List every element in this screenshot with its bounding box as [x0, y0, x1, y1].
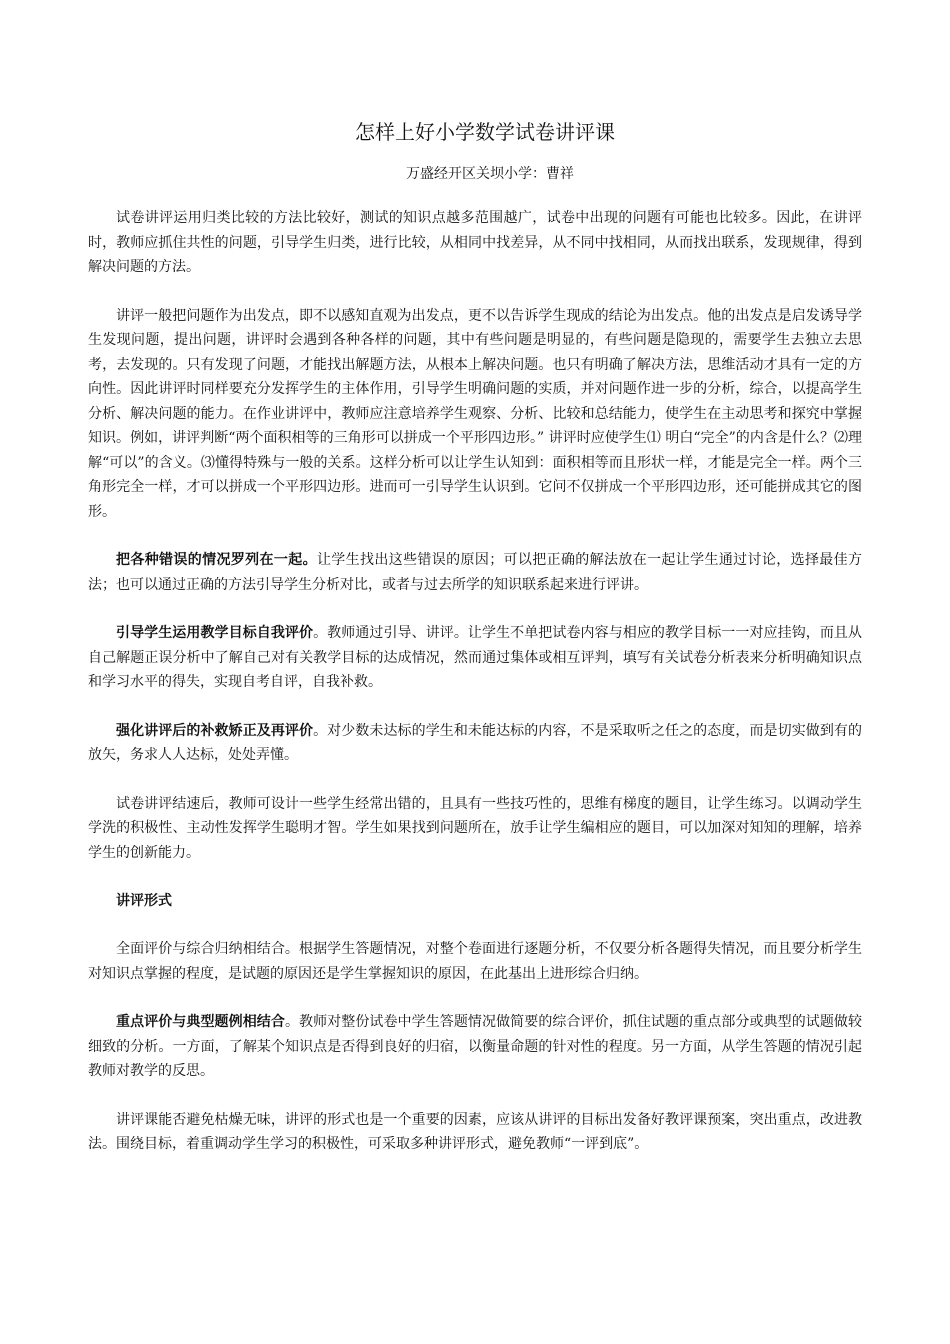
- paragraph-9-text: 讲评课能否避免枯燥无味，讲评的形式也是一个重要的因素，应该从讲评的目标出发备好教评课预案，突出重点，改进教法。围绕目标，着重调动学生学习的积极性，可采取多种讲评形式，避免教师“一评到底”。: [88, 1111, 862, 1152]
- paragraph-8: [88, 1010, 862, 1084]
- document-page: [88, 118, 862, 1181]
- document-title: 怎样上好小学数学试卷讲评课: [355, 120, 615, 144]
- section-heading: 讲评形式: [116, 893, 172, 909]
- paragraph-1-text: 试卷讲评运用归类比较的方法比较好，测试的知识点越多范围越广，试卷中出现的问题有可能也比较多。因此，在讲评时，教师应抓住共性的问题，引导学生归类，进行比较，从相同中找差异，从不同中找相同，从而找出联系，发现规律，得到解决问题的方法。: [88, 210, 862, 275]
- paragraph-8-text: 。教师对整份试卷中学生答题情况做简要的综合评价，抓住试题的重点部分或典型的试题做较细致的分析。一方面，了解某个知识点是否得到良好的归宿，以衡量命题的针对性的程度。另一方面，从学生答题的情况引起教师对教学的反思。: [88, 1014, 863, 1079]
- paragraph-2: [88, 304, 862, 525]
- paragraph-5: [88, 719, 862, 768]
- paragraph-4-text: 。教师通过引导、讲评。让学生不单把试卷内容与相应的教学目标一一对应挂钩，而且从自己解题正误分析中了解自己对有关教学目标的达成情况，然而通过集体或相互评判，填写有关试卷分析表来分析明确知识点和学习水平的得失，实现自考自评，自我补救。: [88, 625, 862, 690]
- paragraph-3-text: 让学生找出这些错误的原因；可以把正确的解法放在一起让学生通过讨论，选择最佳方法；也可以通过正确的方法引导学生分析对比，或者与过去所学的知识联系起来进行评讲。: [88, 552, 863, 593]
- paragraph-7: [88, 937, 862, 986]
- paragraph-9: [88, 1108, 862, 1157]
- document-author: 万盛经开区关坝小学：曹祥: [406, 166, 574, 182]
- paragraph-4-lead: 引导学生运用教学目标自我评价: [116, 625, 314, 641]
- paragraph-4: [88, 621, 862, 695]
- paragraph-5-lead: 强化讲评后的补救矫正及再评价: [116, 722, 314, 739]
- paragraph-8-lead: 重点评价与典型题例相结合: [116, 1014, 285, 1030]
- paragraph-3: [88, 548, 862, 597]
- paragraph-1: [88, 206, 862, 280]
- paragraph-6-text: 试卷讲评结速后，教师可设计一些学生经常出错的，且具有一些技巧性的，思维有梯度的题目，让学生练习。以调动学生学洗的积极性、主动性发挥学生聪明才智。学生如果找到问题所在，放手让学生编相应的题目，可以加深对知知的理解，培养学生的创新能力。: [88, 795, 862, 861]
- paragraph-7-text: 全面评价与综合归纳相结合。根据学生答题情况，对整个卷面进行逐题分析，不仅要分析各题得失情况，而且要分析学生对知识点掌握的程度，是试题的原因还是学生掌握知识的原因，在此基出上进形综合归纳。: [88, 941, 862, 982]
- paragraph-6: [88, 792, 862, 866]
- paragraph-2-text: 讲评一般把问题作为出发点，即不以感知直观为出发点，更不以告诉学生现成的结论为出发点。他的出发点是启发诱导学生发现问题，提出问题，讲评时会遇到各种各样的问题，其中有些问题是明显的，有些问题是隐现的，需要学生去独立去思考，去发现的。只有发现了问题，才能找出解题方法，从根本上解决问题。也只有明确了解决方法，思维活动才具有一定的方向性。因此讲评时同样要充分发挥学生的主体作用，引导学生明确问题的实质，并对问题作进一步的分析，综合，以提高学生分析、解决问题的能力。在作业讲评中，教师应注意培养学生观察、分析、比较和总结能力，使学生在主动思考和探究中掌握知识。例如，讲评判断“两个面积相等的三角形可以拼成一个平形四边形。” 讲评时应使学生⑴ 明白“完全”的内含是什么？⑵理解“可以”的含义。⑶懂得特殊与一般的关系。这样分析可以让学生认知到：面积相等而且形状一样，才能是完全一样。两个三角形完全一样，才可以拼成一个平形四边形。进而可一引导学生认识到。它问不仅拼成一个平形四边形，还可能拼成其它的图形。: [88, 307, 862, 520]
- paragraph-5-text: 。对少数未达标的学生和未能达标的内容，不是采取听之任之的态度，而是切实做到有的放矢，务求人人达标，处处弄懂。: [88, 722, 862, 763]
- paragraph-3-lead: 把各种错误的情况罗列在一起。: [116, 552, 317, 568]
